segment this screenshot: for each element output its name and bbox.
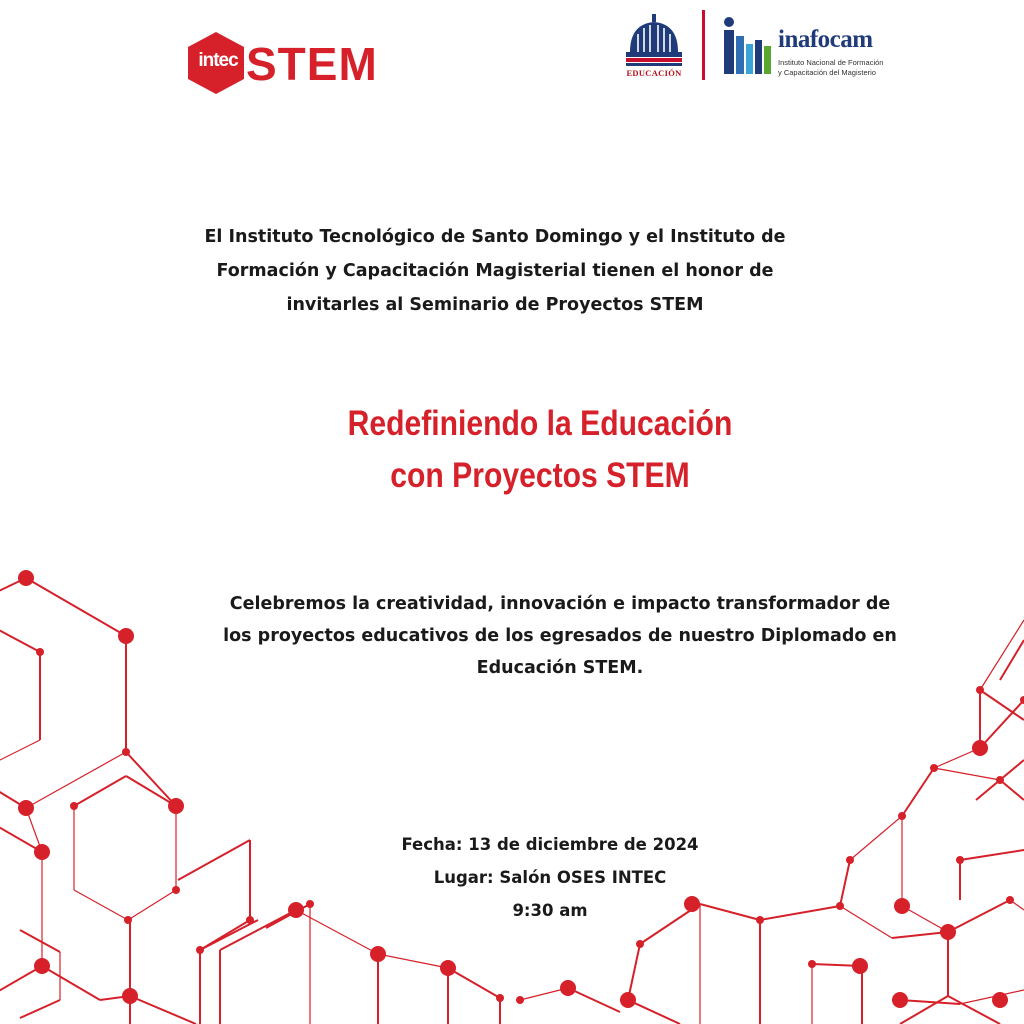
description-line: Educación STEM. — [476, 658, 644, 678]
inafocam-wordmark: inafocam — [778, 26, 873, 53]
intro-line: invitarles al Seminario de Proyectos STEM — [286, 295, 704, 315]
inafocam-subtitle-line2: y Capacitación del Magisterio — [778, 68, 876, 77]
intec-badge-text: intec — [198, 50, 238, 71]
inafocam-logo — [722, 16, 892, 82]
event-date: Fecha: 13 de diciembre de 2024 — [401, 835, 699, 854]
event-place: Lugar: Salón OSES INTEC — [433, 868, 667, 887]
event-time: 9:30 am — [512, 901, 588, 920]
event-description — [150, 588, 970, 684]
books-icon — [722, 16, 774, 76]
intro-line: El Instituto Tecnológico de Santo Domingo y el Instituto de — [204, 227, 786, 247]
dome-icon — [622, 14, 686, 68]
invitation-intro — [150, 220, 840, 322]
stem-wordmark: STEM — [246, 38, 378, 90]
educacion-label: EDUCACIÓN — [626, 68, 682, 78]
description-line: los proyectos educativos de los egresados de nuestro Diplomado en — [223, 626, 897, 646]
event-title-line: con Proyectos STEM — [390, 456, 690, 495]
inafocam-subtitle-line1: Instituto Nacional de Formación — [778, 58, 884, 67]
event-details — [300, 828, 800, 927]
logo-divider — [702, 10, 705, 80]
description-line: Celebremos la creatividad, innovación e impacto transformador de — [229, 594, 891, 614]
event-title — [316, 398, 763, 502]
event-title-line: Redefiniendo la Educación — [347, 404, 733, 443]
intec-stem-logo — [188, 30, 378, 96]
intro-line: Formación y Capacitación Magisterial tienen el honor de — [216, 261, 774, 281]
educacion-logo — [622, 14, 686, 82]
